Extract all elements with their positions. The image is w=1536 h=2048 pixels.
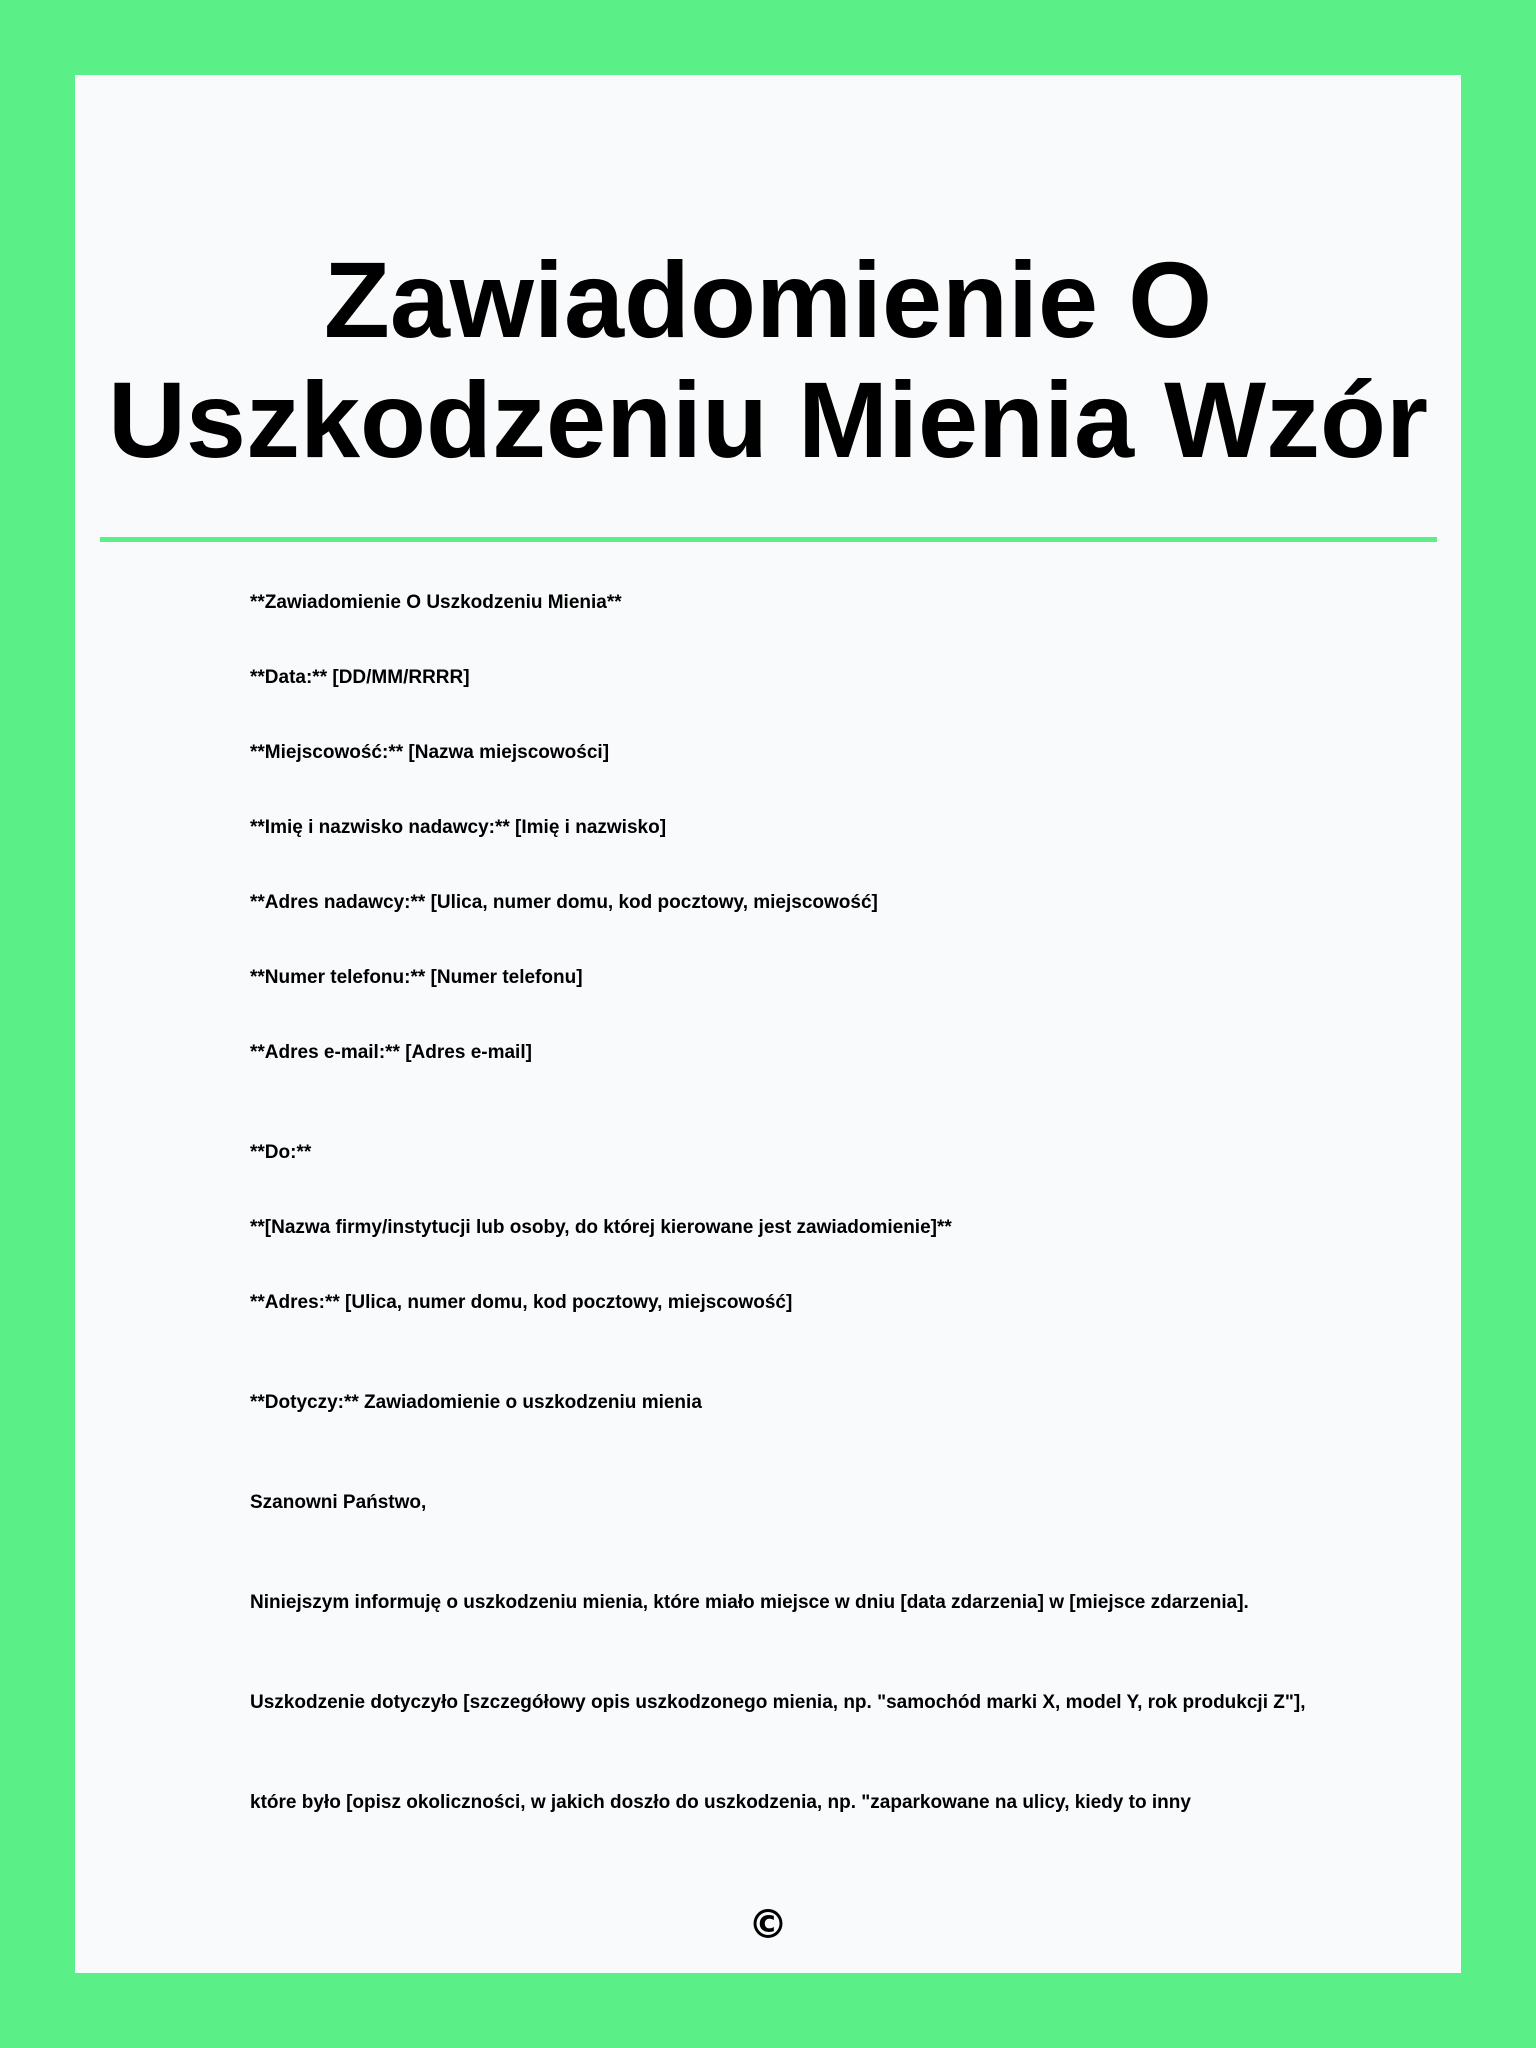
date-line: **Data:** [DD/MM/RRRR] (250, 667, 470, 688)
document-page (75, 75, 1461, 1973)
copyright-icon: © (748, 1902, 788, 1948)
phone-line: **Numer telefonu:** [Numer telefonu] (250, 967, 583, 988)
email-line: **Adres e-mail:** [Adres e-mail] (250, 1042, 532, 1063)
sender-name-line: **Imię i nazwisko nadawcy:** [Imię i nazwisko] (250, 817, 667, 838)
subject-line: **Dotyczy:** Zawiadomienie o uszkodzeniu mienia (250, 1392, 702, 1413)
salutation-line: Szanowni Państwo, (250, 1492, 427, 1513)
recipient-label-line: **Do:** (250, 1142, 312, 1163)
paragraph-damage: Uszkodzenie dotyczyło [szczegółowy opis uszkodzonego mienia, np. "samochód marki X, model Y, rok produkcji Z"], (250, 1692, 1306, 1713)
paragraph-incident: Niniejszym informuję o uszkodzeniu mienia, które miało miejsce w dniu [data zdarzenia] w [miejsce zdarzenia]. (250, 1592, 1249, 1613)
place-line: **Miejscowość:** [Nazwa miejscowości] (250, 742, 610, 763)
recipient-address-line: **Adres:** [Ulica, numer domu, kod pocztowy, miejscowość] (250, 1292, 793, 1313)
document-title: Zawiadomienie O Uszkodzeniu Mienia Wzór (107, 239, 1429, 480)
heading-line: **Zawiadomienie O Uszkodzeniu Mienia** (250, 592, 622, 613)
paragraph-circumstances: które było [opisz okoliczności, w jakich doszło do uszkodzenia, np. "zaparkowane na ulicy, kiedy to inny (250, 1792, 1191, 1813)
recipient-name-line: **[Nazwa firmy/instytucji lub osoby, do której kierowane jest zawiadomienie]** (250, 1217, 952, 1238)
title-divider (100, 537, 1437, 542)
sender-address-line: **Adres nadawcy:** [Ulica, numer domu, kod pocztowy, miejscowość] (250, 892, 878, 913)
